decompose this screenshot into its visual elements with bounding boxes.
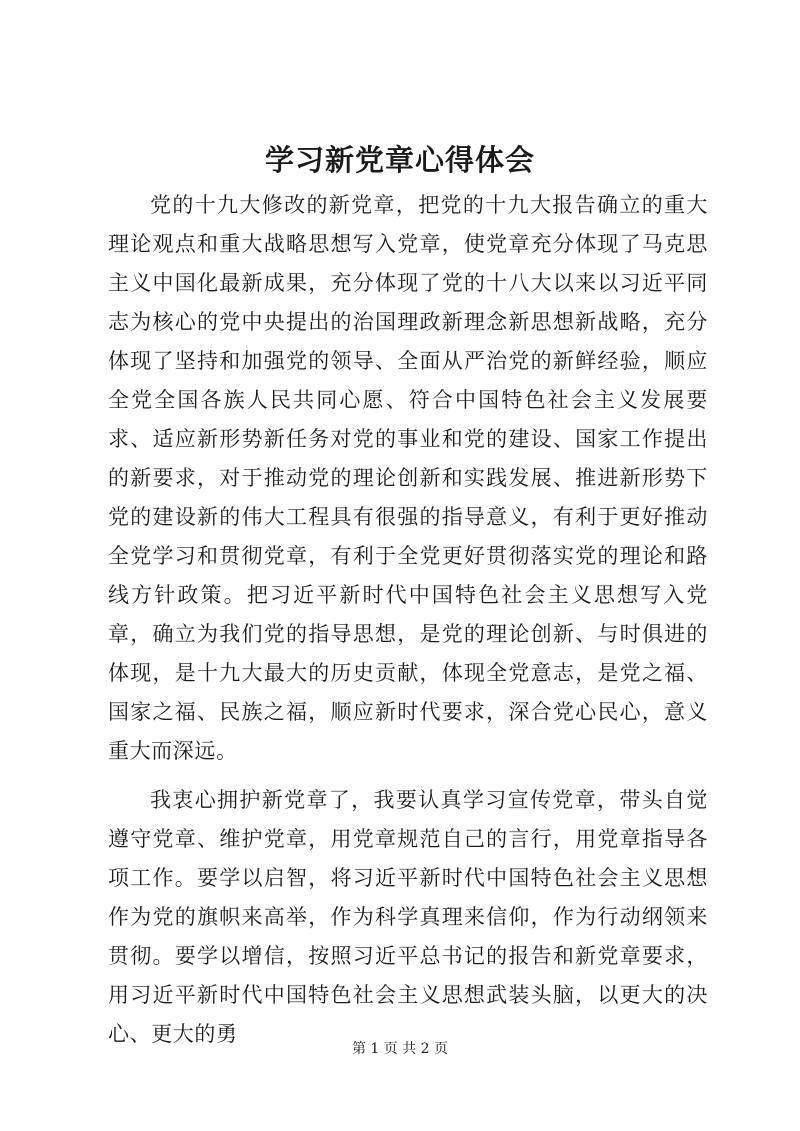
paragraph: 我衷心拥护新党章了，我要认真学习宣传党章，带头自觉遵守党章、维护党章，用党章规范自己的言行，用党章指导各项工作。要学以启智，将习近平新时代中国特色社会主义思想作为党的旗帜来高举，作为科学真理来信仰，作为行动纲领来贯彻。要学以增信，按照习近平总书记的报告和新党章要求，用习近平新时代中国特色社会主义思想武装头脑，以更大的决心、更大的勇 (108, 788, 708, 1046)
document-body (108, 186, 708, 1054)
paragraph: 党的十九大修改的新党章，把党的十九大报告确立的重大理论观点和重大战略思想写入党章，使党章充分体现了马克思主义中国化最新成果，充分体现了党的十八大以来以习近平同志为核心的党中央提出的治国理政新理念新思想新战略，充分体现了坚持和加强党的领导、全面从严治党的新鲜经验，顺应全党全国各族人民共同心愿、符合中国特色社会主义发展要求、适应新形势新任务对党的事业和党的建设、国家工作提出的新要求，对于推动党的理论创新和实践发展、推进新形势下党的建设新的伟大工程具有很强的指导意义，有利于更好推动全党学习和贯彻党章，有利于全党更好贯彻落实党的理论和路线方针政策。把习近平新时代中国特色社会主义思想写入党章，确立为我们党的指导思想，是党的理论创新、与时俱进的体现，是十九大最大的历史贡献，体现全党意志，是党之福、国家之福、民族之福，顺应新时代要求，深合党心民心，意义重大而深远。 (108, 193, 708, 763)
page-number: 第 1 页 共 2 页 (351, 1041, 449, 1057)
document-title: 学习新党章心得体会 (264, 143, 535, 177)
